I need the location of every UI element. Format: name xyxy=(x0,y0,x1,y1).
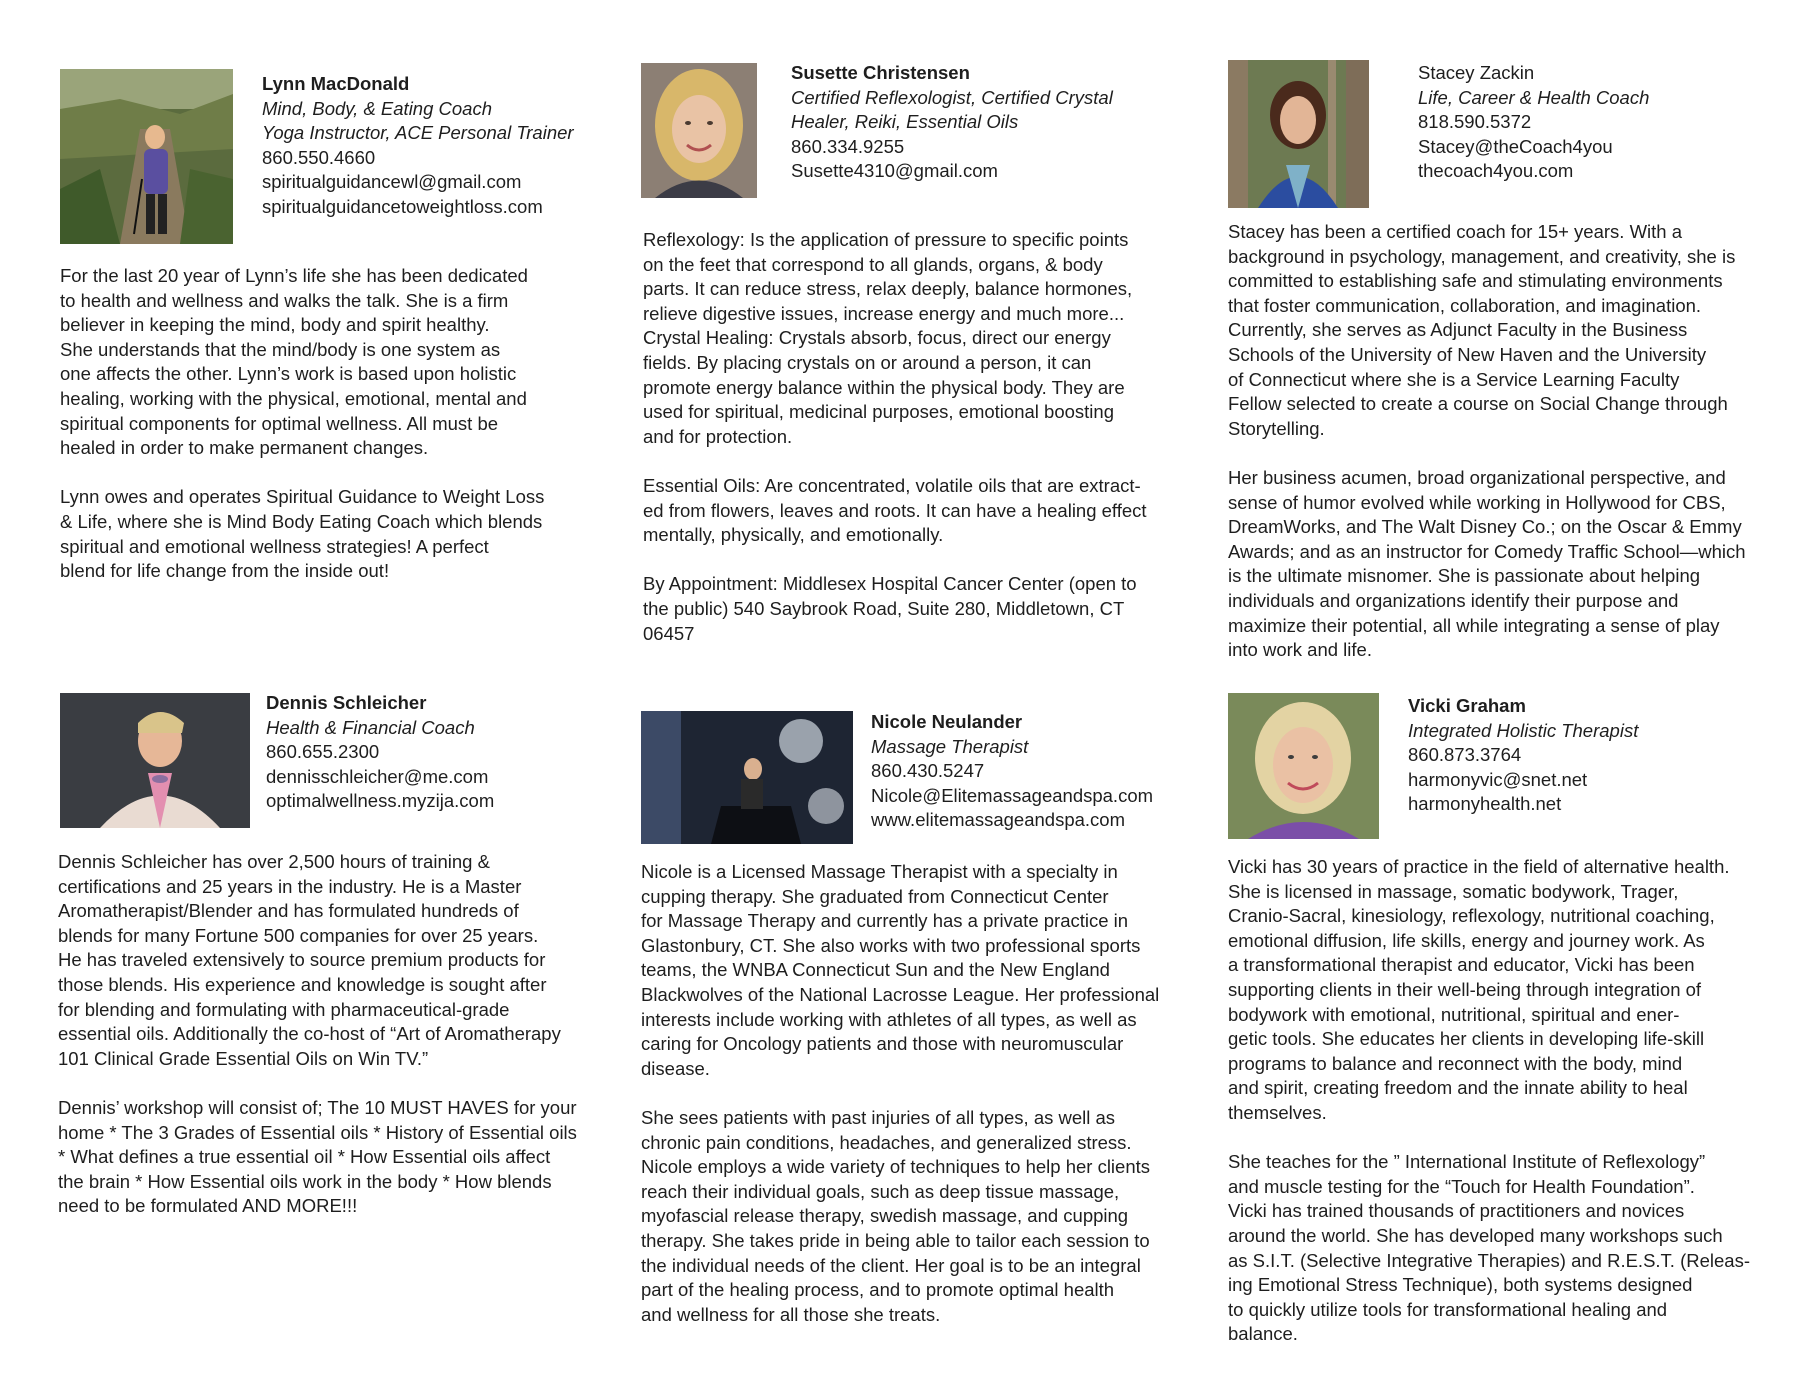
stacey-zackin-name: Stacey Zackin xyxy=(1418,62,1535,83)
lynn-macdonald-name: Lynn MacDonald xyxy=(262,73,410,94)
stacey-zackin-photo xyxy=(1228,60,1369,208)
dennis-schleicher-role: Health & Financial Coach xyxy=(266,716,475,738)
vicki-graham-email[interactable]: harmonyvic@snet.net xyxy=(1408,768,1588,790)
stacey-zackin-bio-paragraph-2: Her business acumen, broad organizational perspective, and sense of humor evolved while working in Hollywood for CBS, DreamWorks, and The Walt Disney Co.; on the Oscar & Emmy Awards; and as an instructor for Comedy Traffic School—which is the ultimate misnomer. She is passionate about helping individuals and organizations identify their purpose and maximize their potential, all while integrating a sense of play into work and life. xyxy=(1228,466,1746,661)
susette-christensen-email[interactable]: Susette4310@gmail.com xyxy=(791,160,998,182)
nicole-neulander-bio-paragraph-2: She sees patients with past injuries of all types, as well as chronic pain conditions, headaches, and generalized stress. Nicole employs a wide variety of techniques to help her clients reach their individual goals, such as deep tissue massage, myofascial release therapy, swedish massage, and cupping therapy. She takes pride in being able to tailor each session to the individual needs of the client. Her goal is to be an integral part of the healing process, and to promote optimal health and wellness for all those she treats. xyxy=(641,1106,1151,1325)
nicole-neulander-bio xyxy=(641,860,1201,1327)
nicole-neulander-phone: 860.430.5247 xyxy=(871,760,985,782)
nicole-neulander-name: Nicole Neulander xyxy=(871,711,1023,732)
vicki-graham-photo xyxy=(1228,693,1379,839)
lynn-macdonald-bio xyxy=(60,264,580,584)
susette-christensen-bio-paragraph-2: Essential Oils: Are concentrated, volatile oils that are extract- ed from flowers, leaves and roots. It can have a healing effect mentally, physically, and emotionally. xyxy=(643,474,1147,546)
dennis-schleicher-email[interactable]: dennisschleicher@me.com xyxy=(266,765,489,787)
susette-christensen-role-1: Certified Reflexologist, Certified Crystal xyxy=(791,86,1113,108)
dennis-schleicher-bio-paragraph-2: Dennis’ workshop will consist of; The 10 MUST HAVES for your home * The 3 Grades of Essential oils * History of Essential oils * What defines a true essential oil * How Essential oils affect the brain * How Essential oils work in the body * How blends need to be formulated AND MORE!!! xyxy=(58,1096,577,1217)
nicole-neulander-contact xyxy=(871,710,1153,833)
dennis-schleicher-contact xyxy=(266,691,494,814)
dennis-schleicher-phone: 860.655.2300 xyxy=(266,741,380,763)
dennis-schleicher-name: Dennis Schleicher xyxy=(266,692,427,713)
stacey-zackin-website[interactable]: thecoach4you.com xyxy=(1418,160,1574,182)
dennis-schleicher-bio-paragraph-1: Dennis Schleicher has over 2,500 hours of training & certifications and 25 years in the industry. He is a Master Aromatherapist/Blender and has formulated hundreds of blends for many Fortune 500 companies for over 25 years. He has traveled extensively to source premium products for those blends. His experience and knowledge is sought after for blending and formulating with pharmaceutical-grade essential oils. Additionally the co-host of “Art of Aromatherapy 101 Clinical Grade Essential Oils on Win TV.” xyxy=(58,851,561,1069)
stacey-zackin-role: Life, Career & Health Coach xyxy=(1418,86,1650,108)
susette-christensen-photo xyxy=(641,63,757,198)
vicki-graham-bio-paragraph-2: She teaches for the ” International Institute of Reflexology” and muscle testing for the “Touch for Health Foundation”. Vicki has trained thousands of practitioners and novices around the world. She has developed many workshops such as S.I.T. (Selective Integrative Therapies) and R.E.S.T. (Releas- ing Emotional Stress Technique), both systems designed to quickly utilize tools for transformational healing and balance. xyxy=(1228,1151,1750,1345)
lynn-macdonald-photo xyxy=(60,69,233,244)
stacey-zackin-bio-paragraph-1: Stacey has been a certified coach for 15+ years. With a background in psychology, management, and creativity, she is committed to establishing safe and stimulating environments that foster communication, collaboration, and imagination. Currently, she serves as Adjunct Faculty in the Business Schools of the University of New Haven and the University of Connecticut where she is a Service Learning Faculty Fellow selected to create a course on Social Change through Storytelling. xyxy=(1228,221,1736,439)
lynn-macdonald-role-2: Yoga Instructor, ACE Personal Trainer xyxy=(262,122,574,144)
lynn-macdonald-contact xyxy=(262,72,574,220)
stacey-zackin-phone: 818.590.5372 xyxy=(1418,111,1532,133)
nicole-neulander-bio-paragraph-1: Nicole is a Licensed Massage Therapist with a specialty in cupping therapy. She graduated from Connecticut Center for Massage Therapy and currently has a private practice in Glastonbury, CT. She also works with two professional sports teams, the WNBA Connecticut Sun and the New England Blackwolves of the National Lacrosse League. Her professional interests include working with athletes of all types, as well as caring for Oncology patients and those with neuromuscular disease. xyxy=(641,861,1160,1079)
stacey-zackin-email[interactable]: Stacey@theCoach4you xyxy=(1418,135,1613,157)
susette-christensen-bio-paragraph-1: Reflexology: Is the application of pressure to specific points on the feet that correspond to all glands, organs, & body parts. It can reduce stress, relax deeply, balance hormones, relieve digestive issues, increase energy and much more... Crystal Healing: Crystals absorb, focus, direct our energy fields. By placing crystals on or around a person, it can promote energy balance within the physical body. They are used for spiritual, medicinal purposes, emotional boosting and for protection. xyxy=(643,229,1133,447)
vicki-graham-website[interactable]: harmonyhealth.net xyxy=(1408,793,1562,815)
lynn-macdonald-phone: 860.550.4660 xyxy=(262,146,376,168)
vicki-graham-bio xyxy=(1228,855,1788,1347)
lynn-macdonald-bio-paragraph-1: For the last 20 year of Lynn’s life she has been dedicated to health and wellness and walks the talk. She is a firm believer in keeping the mind, body and spirit healthy. She understands that the mind/body is one system as one affects the other. Lynn’s work is based upon holistic healing, working with the physical, emotional, mental and spiritual components for optimal wellness. All must be healed in order to make permanent changes. xyxy=(60,265,528,459)
susette-christensen-contact xyxy=(791,61,1113,184)
susette-christensen-phone: 860.334.9255 xyxy=(791,135,905,157)
dennis-schleicher-photo xyxy=(60,693,250,828)
vicki-graham-contact xyxy=(1408,694,1638,817)
lynn-macdonald-email[interactable]: spiritualguidancewl@gmail.com xyxy=(262,171,522,193)
lynn-macdonald-website[interactable]: spiritualguidancetoweightloss.com xyxy=(262,195,543,217)
nicole-neulander-photo xyxy=(641,711,853,844)
susette-christensen-role-2: Healer, Reiki, Essential Oils xyxy=(791,111,1019,133)
lynn-macdonald-bio-paragraph-2: Lynn owes and operates Spiritual Guidance to Weight Loss & Life, where she is Mind Body Eating Coach which blends spiritual and emotional wellness strategies! A perfect blend for life change from the inside out! xyxy=(60,486,545,582)
susette-christensen-bio xyxy=(643,228,1183,646)
vicki-graham-bio-paragraph-1: Vicki has 30 years of practice in the field of alternative health. She is licensed in massage, somatic bodywork, Trager, Cranio-Sacral, kinesiology, reflexology, nutritional coaching, emotional diffusion, life skills, energy and journey work. As a transformational therapist and educator, Vicki has been supporting clients in their well-being through integration of bodywork with emotional, nutritional, spiritual and ener- getic tools. She educates her clients in developing life-skill programs to balance and reconnect with the body, mind and spirit, creating freedom and the innate ability to heal themselves. xyxy=(1228,856,1730,1123)
stacey-zackin-bio xyxy=(1228,220,1788,663)
nicole-neulander-role: Massage Therapist xyxy=(871,735,1029,757)
susette-christensen-name: Susette Christensen xyxy=(791,62,970,83)
vicki-graham-name: Vicki Graham xyxy=(1408,695,1526,716)
dennis-schleicher-website[interactable]: optimalwellness.myzija.com xyxy=(266,790,495,812)
vicki-graham-role: Integrated Holistic Therapist xyxy=(1408,719,1639,741)
susette-christensen-bio-paragraph-3: By Appointment: Middlesex Hospital Cancer Center (open to the public) 540 Saybrook Road, Suite 280, Middletown, CT 06457 xyxy=(643,573,1137,644)
lynn-macdonald-role-1: Mind, Body, & Eating Coach xyxy=(262,97,493,119)
nicole-neulander-website[interactable]: www.elitemassageandspa.com xyxy=(871,809,1125,831)
dennis-schleicher-bio xyxy=(58,850,598,1219)
vicki-graham-phone: 860.873.3764 xyxy=(1408,744,1522,766)
stacey-zackin-contact xyxy=(1418,61,1649,184)
nicole-neulander-email[interactable]: Nicole@Elitemassageandspa.com xyxy=(871,784,1154,806)
